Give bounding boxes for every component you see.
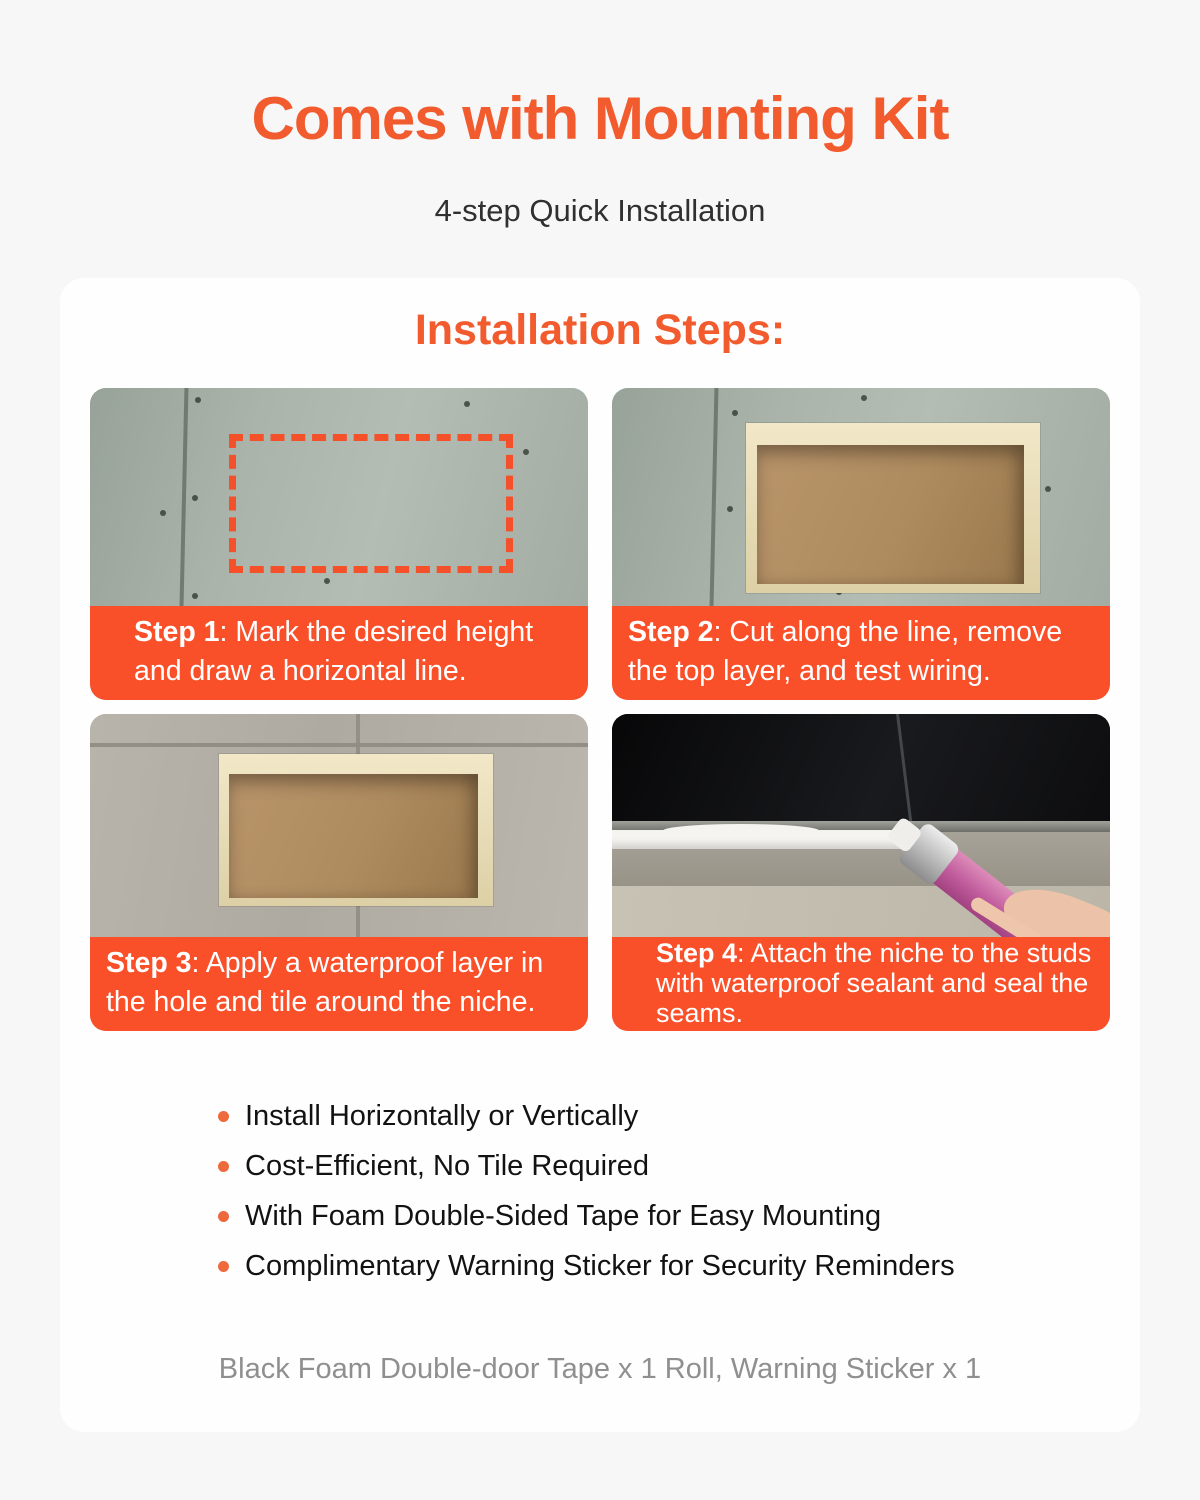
tile-grout-line: [90, 743, 588, 747]
feature-list: [218, 1091, 1140, 1291]
feature-item-sticker: [218, 1241, 1140, 1291]
drywall-seam: [180, 388, 189, 606]
screw-dot: [727, 506, 733, 512]
screw-dot: [192, 495, 198, 501]
feature-text: Cost-Efficient, No Tile Required: [245, 1149, 650, 1182]
bullet-icon: [218, 1261, 229, 1272]
step-1-text: : Mark the desired height and draw a horizontal line.: [134, 616, 534, 687]
step-2-photo-cut-opening: [612, 388, 1110, 606]
drywall-seam: [709, 388, 718, 606]
step-2-label: Step 2: [628, 616, 714, 648]
niche-back-panel: [757, 445, 1024, 584]
feature-item-tape: [218, 1191, 1140, 1241]
kit-contents-note: Black Foam Double-door Tape x 1 Roll, Warning Sticker x 1: [218, 1353, 982, 1385]
step-4-photo-sealant: [612, 714, 1110, 937]
step-4-label: Step 4: [656, 938, 738, 968]
step-3-label: Step 3: [106, 947, 192, 979]
step-3-tile: [90, 714, 588, 1031]
step-3-text: : Apply a waterproof layer in the hole and tile around the niche.: [106, 947, 544, 1018]
screw-dot: [1045, 486, 1051, 492]
step-4-tile: [612, 714, 1110, 1031]
screw-dot: [464, 401, 470, 407]
step-3-photo-tiled-niche: [90, 714, 588, 937]
screw-dot: [732, 410, 738, 416]
niche-opening: [219, 754, 493, 906]
feature-text: With Foam Double-Sided Tape for Easy Mounting: [245, 1199, 882, 1232]
step-1-photo-drywall-marking: [90, 388, 588, 606]
screw-dot: [861, 395, 867, 401]
step-3-caption: [90, 937, 588, 1031]
page-subtitle: 4-step Quick Installation: [434, 193, 766, 228]
marking-outline: [229, 434, 513, 574]
step-1-label: Step 1: [134, 616, 220, 648]
bullet-icon: [218, 1161, 229, 1172]
step-2-text: : Cut along the line, remove the top layer, and test wiring.: [628, 616, 1063, 687]
step-1-tile: [90, 388, 588, 700]
card-heading: Installation Steps:: [414, 306, 786, 354]
bullet-icon: [218, 1111, 229, 1122]
step-1-caption: [90, 606, 588, 700]
page-title: Comes with Mounting Kit: [251, 85, 949, 152]
feature-item-cost: [218, 1141, 1140, 1191]
screw-dot: [195, 397, 201, 403]
niche-back-panel: [229, 774, 478, 898]
step-2-caption: [612, 606, 1110, 700]
screw-dot: [192, 593, 198, 599]
step-2-tile: [612, 388, 1110, 700]
bullet-icon: [218, 1211, 229, 1222]
screw-dot: [160, 510, 166, 516]
niche-interior-dark: [612, 714, 1110, 823]
screw-dot: [523, 449, 529, 455]
feature-text: Complimentary Warning Sticker for Security Reminders: [245, 1249, 955, 1282]
installation-card: [60, 278, 1140, 1432]
feature-text: Install Horizontally or Vertically: [245, 1099, 639, 1132]
feature-item-orientation: [218, 1091, 1140, 1141]
screw-dot: [324, 578, 330, 584]
steps-grid: [90, 388, 1110, 1031]
step-4-text: : Attach the niche to the studs with waterproof sealant and seal the seams.: [656, 938, 1092, 1028]
niche-opening: [746, 423, 1040, 593]
step-4-caption: [612, 937, 1110, 1031]
